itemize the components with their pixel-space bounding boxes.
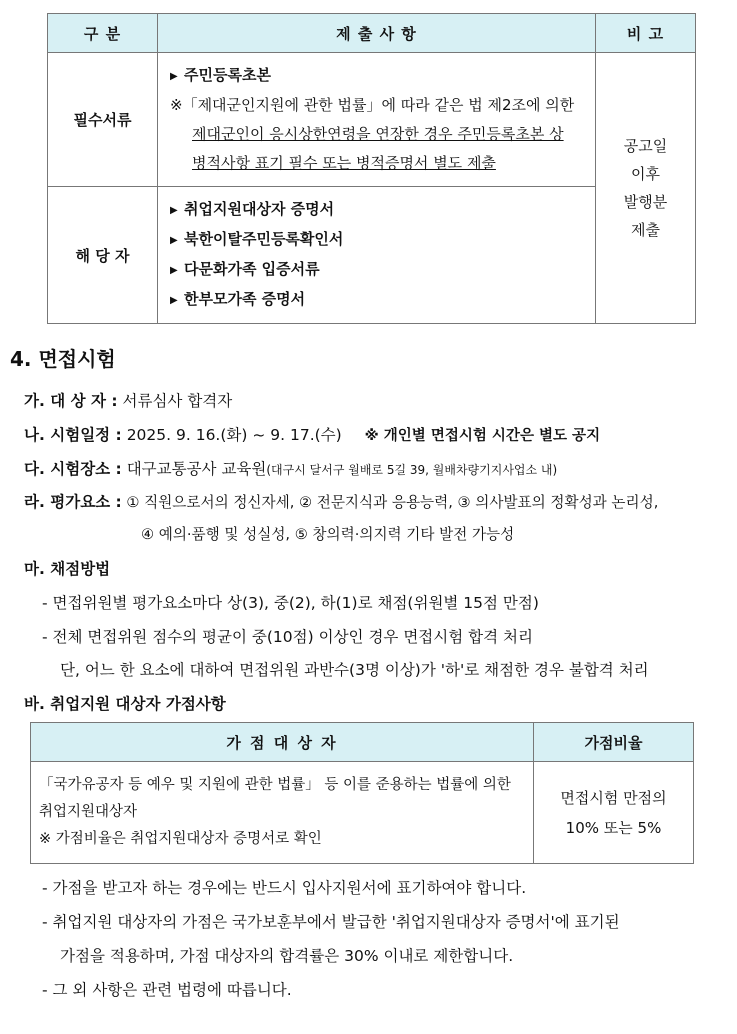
note-line-2: - 취업지원 대상자의 가점은 국가보훈부에서 발급한 '취업지원대상자 증명서'에 표기된 [42,913,620,931]
bonus-rate-cell: 면접시험 만점의 10% 또는 5% [534,762,694,864]
required-documents-table [47,13,696,324]
list-item: ▶ 한부모가족 증명서 [170,285,587,315]
header-category: 구 분 [48,14,158,53]
place-row [24,457,557,479]
list-item: ▶ 주민등록초본 [170,61,587,91]
header-note: 비 고 [596,14,696,53]
scoring-label: 마. 채점방법 [24,560,111,578]
bonus-label: 바. 취업지원 대상자 가점사항 [24,695,226,713]
law-note-underlined: 제대군인이 응시상한연령을 연장한 경우 주민등록초본 상 [192,125,564,143]
place-detail: (대구시 달서구 월배로 5길 39, 월배차량기지사업소 내) [266,463,558,477]
criteria-line-1: ① 직원으로서의 정신자세, ② 전문지식과 응용능력, ③ 의사발표의 정확성과 논리성, [126,494,659,511]
table-header-row [48,14,696,53]
list-item: ▶ 북한이탈주민등록확인서 [170,225,587,255]
list-item: ▶ 다문화가족 입증서류 [170,255,587,285]
header-bonus-target: 가 점 대 상 자 [31,723,534,762]
table-header-row [31,723,694,762]
schedule-row [24,423,600,445]
table-row [48,53,696,187]
target-label: 가. 대 상 자 : [24,392,118,410]
note-line-3: 가점을 적용하며, 가점 대상자의 합격률은 30% 이내로 제한합니다. [60,947,514,965]
bonus-target-cell: 「국가유공자 등 예우 및 지원에 관한 법률」 등 이를 준용하는 법률에 의한 취업지원대상자 ※ 가점비율은 취업지원대상자 증명서로 확인 [31,762,534,864]
scoring-line-2: - 전체 면접위원 점수의 평균이 중(10점) 이상인 경우 면접시험 합격 처리 [42,628,533,646]
section-title: 4. 면접시험 [10,347,116,371]
law-note: ※「제대군인지원에 관한 법률」에 따라 같은 법 제2조에 의한 [170,96,575,114]
category-required: 필수서류 [48,53,158,187]
triangle-bullet-icon: ▶ [170,71,178,82]
note-cell: 공고일 이후 발행분 제출 [596,53,696,324]
header-submission: 제 출 사 항 [158,14,596,53]
target-value: 서류심사 합격자 [122,392,233,410]
scoring-line-3: 단, 어느 한 요소에 대하여 면접위원 과반수(3명 이상)가 '하'로 채점한 경우 불합격 처리 [60,661,649,679]
place-label: 다. 시험장소 : [24,460,122,478]
triangle-bullet-icon: ▶ [170,265,178,276]
triangle-bullet-icon: ▶ [170,295,178,306]
criteria-label: 라. 평가요소 : [24,493,122,511]
note-line-4: - 그 외 사항은 관련 법령에 따릅니다. [42,981,292,999]
applicable-contents [158,187,596,324]
schedule-note: ※ 개인별 면접시험 시간은 별도 공지 [364,428,601,444]
triangle-bullet-icon: ▶ [170,235,178,246]
table-row [31,762,694,864]
schedule-value: 2025. 9. 16.(화) ~ 9. 17.(수) [126,426,342,444]
law-note-underlined: 병적사항 표기 필수 또는 병적증명서 별도 제출 [192,154,496,172]
bonus-table [30,722,694,864]
header-bonus-rate: 가점비율 [534,723,694,762]
scoring-line-1: - 면접위원별 평가요소마다 상(3), 중(2), 하(1)로 채점(위원별 15점 만점) [42,594,539,612]
note-line-1: - 가점을 받고자 하는 경우에는 반드시 입사지원서에 표기하여야 합니다. [42,879,527,897]
criteria-line-2: ④ 예의·품행 및 성실성, ⑤ 창의력·의지력 기타 발전 가능성 [141,526,515,543]
required-contents [158,53,596,187]
criteria-row [24,490,658,512]
category-applicable: 해 당 자 [48,187,158,324]
schedule-label: 나. 시험일정 : [24,426,122,444]
target-row [24,389,232,411]
triangle-bullet-icon: ▶ [170,205,178,216]
place-value: 대구교통공사 교육원 [126,460,267,478]
list-item: ▶ 취업지원대상자 증명서 [170,195,587,225]
